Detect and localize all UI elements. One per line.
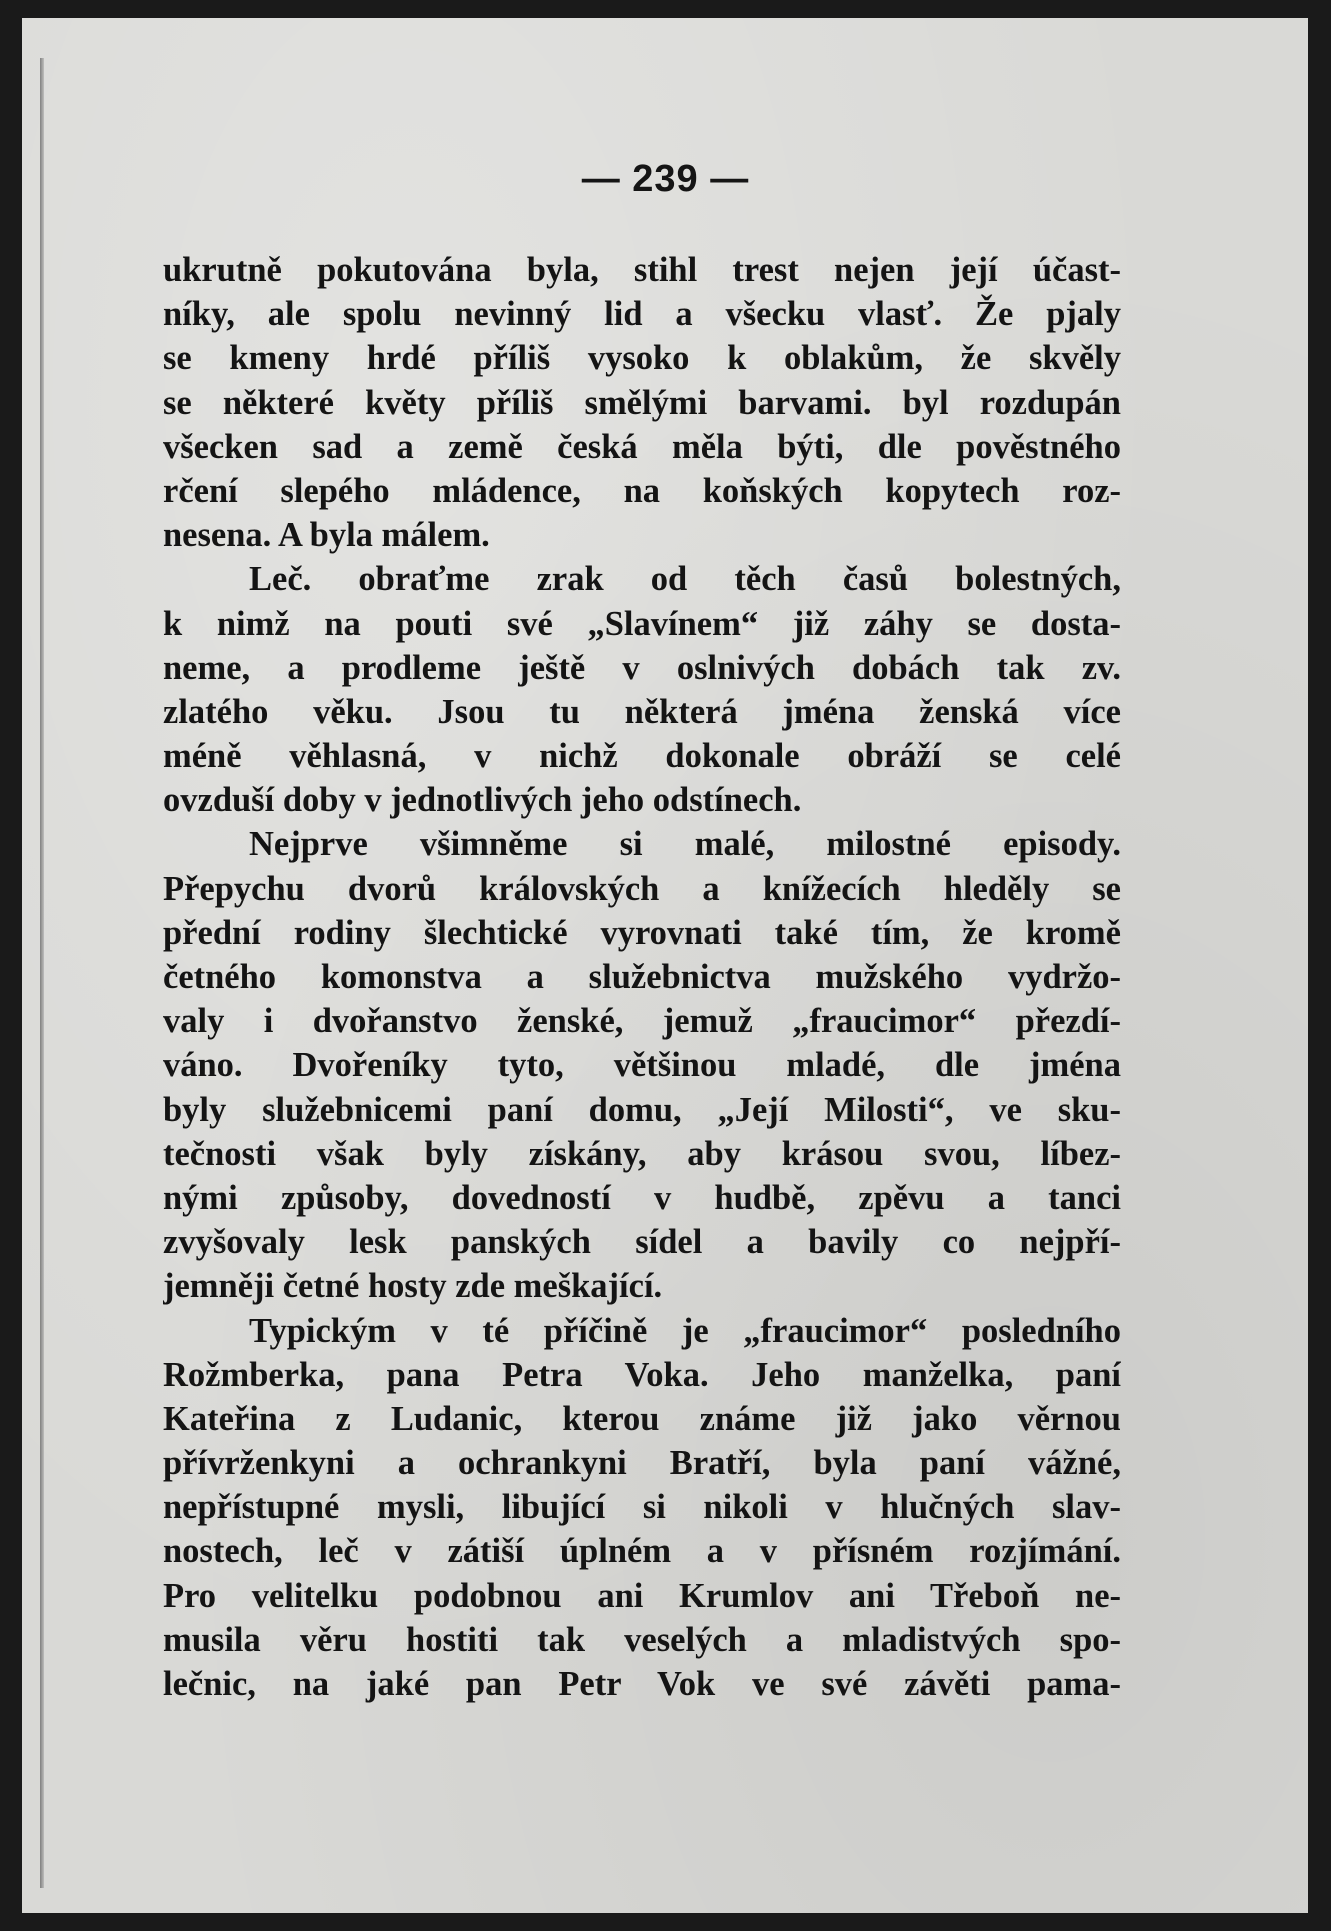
page-number: — 239 — [581,158,750,200]
text-line: byly služebnicemi paní domu, „Její Milosti“, ve sku- [163,1090,1121,1129]
text-line: ovzduší doby v jednotlivých jeho odstínech. [163,781,802,820]
text-line: nými způsoby, dovedností v hudbě, zpěvu a tanci [163,1178,1121,1217]
text-line: méně věhlasná, v nichž dokonale obráží se celé [163,737,1121,776]
text-line: přívrženkyni a ochrankyni Bratří, byla paní vážné, [163,1444,1121,1483]
text-line: Kateřina z Ludanic, kterou známe již jako věrnou [163,1399,1121,1438]
text-line: zlatého věku. Jsou tu některá jména ženská více [163,692,1121,731]
text-line: četného komonstva a služebnictva mužského vydržo- [163,958,1121,996]
text-line: lečnic, na jaké pan Petr Vok ve své závěti pama- [163,1665,1121,1703]
text-line: Přepychu dvorů královských a knížecích hleděly se [163,869,1121,908]
text-line: k nimž na pouti své „Slavínem“ již záhy se dosta- [163,604,1121,643]
text-line: Nejprve všimněme si malé, milostné episody. [249,825,1121,864]
text-line: nostech, leč v zátiší úplném a v přísném rozjímání. [163,1532,1121,1571]
text-line: tečnosti však byly získány, aby krásou svou, líbez- [163,1134,1121,1173]
text-line: se kmeny hrdé příliš vysoko k oblakům, že skvěly [163,339,1121,378]
text-line: musila věru hostiti tak veselých a mladistvých spo- [163,1620,1121,1659]
text-line: ukrutně pokutována byla, stihl trest nejen její účast- [163,251,1121,289]
text-line: zvyšovaly lesk panských sídel a bavily co nejpří- [163,1223,1121,1262]
text-line: Typickým v té příčině je „fraucimor“ posledního [249,1311,1121,1350]
text-line: váno. Dvořeníky tyto, většinou mladé, dle jména [163,1046,1121,1085]
text-line: Rožmberka, pana Petra Voka. Jeho manželka, paní [163,1355,1121,1394]
text-line: všecken sad a země česká měla býti, dle pověstného [163,427,1121,466]
text-line: nepřístupné mysli, libující si nikoli v hlučných slav- [163,1488,1121,1527]
text-line: rčení slepého mládence, na koňských kopytech roz- [163,471,1121,510]
text-line: jemněji četné hosty zde meškající. [163,1267,663,1306]
text-line: Leč. obraťme zrak od těch časů bolestných, [249,560,1121,599]
body-text [163,248,1121,1706]
text-line: níky, ale spolu nevinný lid a všecku vlasť. Že pjaly [163,295,1121,334]
text-line: Pro velitelku podobnou ani Krumlov ani Třeboň ne- [163,1576,1121,1615]
binding-edge [40,58,44,1888]
text-line: neme, a prodleme ještě v oslnivých dobách tak zv. [163,648,1121,687]
text-line: valy i dvořanstvo ženské, jemuž „fraucimor“ přezdí- [163,1002,1121,1041]
text-line: se některé květy příliš smělými barvami. byl rozdupán [163,383,1121,422]
text-line: nesena. A byla málem. [163,516,490,555]
text-line: přední rodiny šlechtické vyrovnati také tím, že kromě [163,913,1121,952]
